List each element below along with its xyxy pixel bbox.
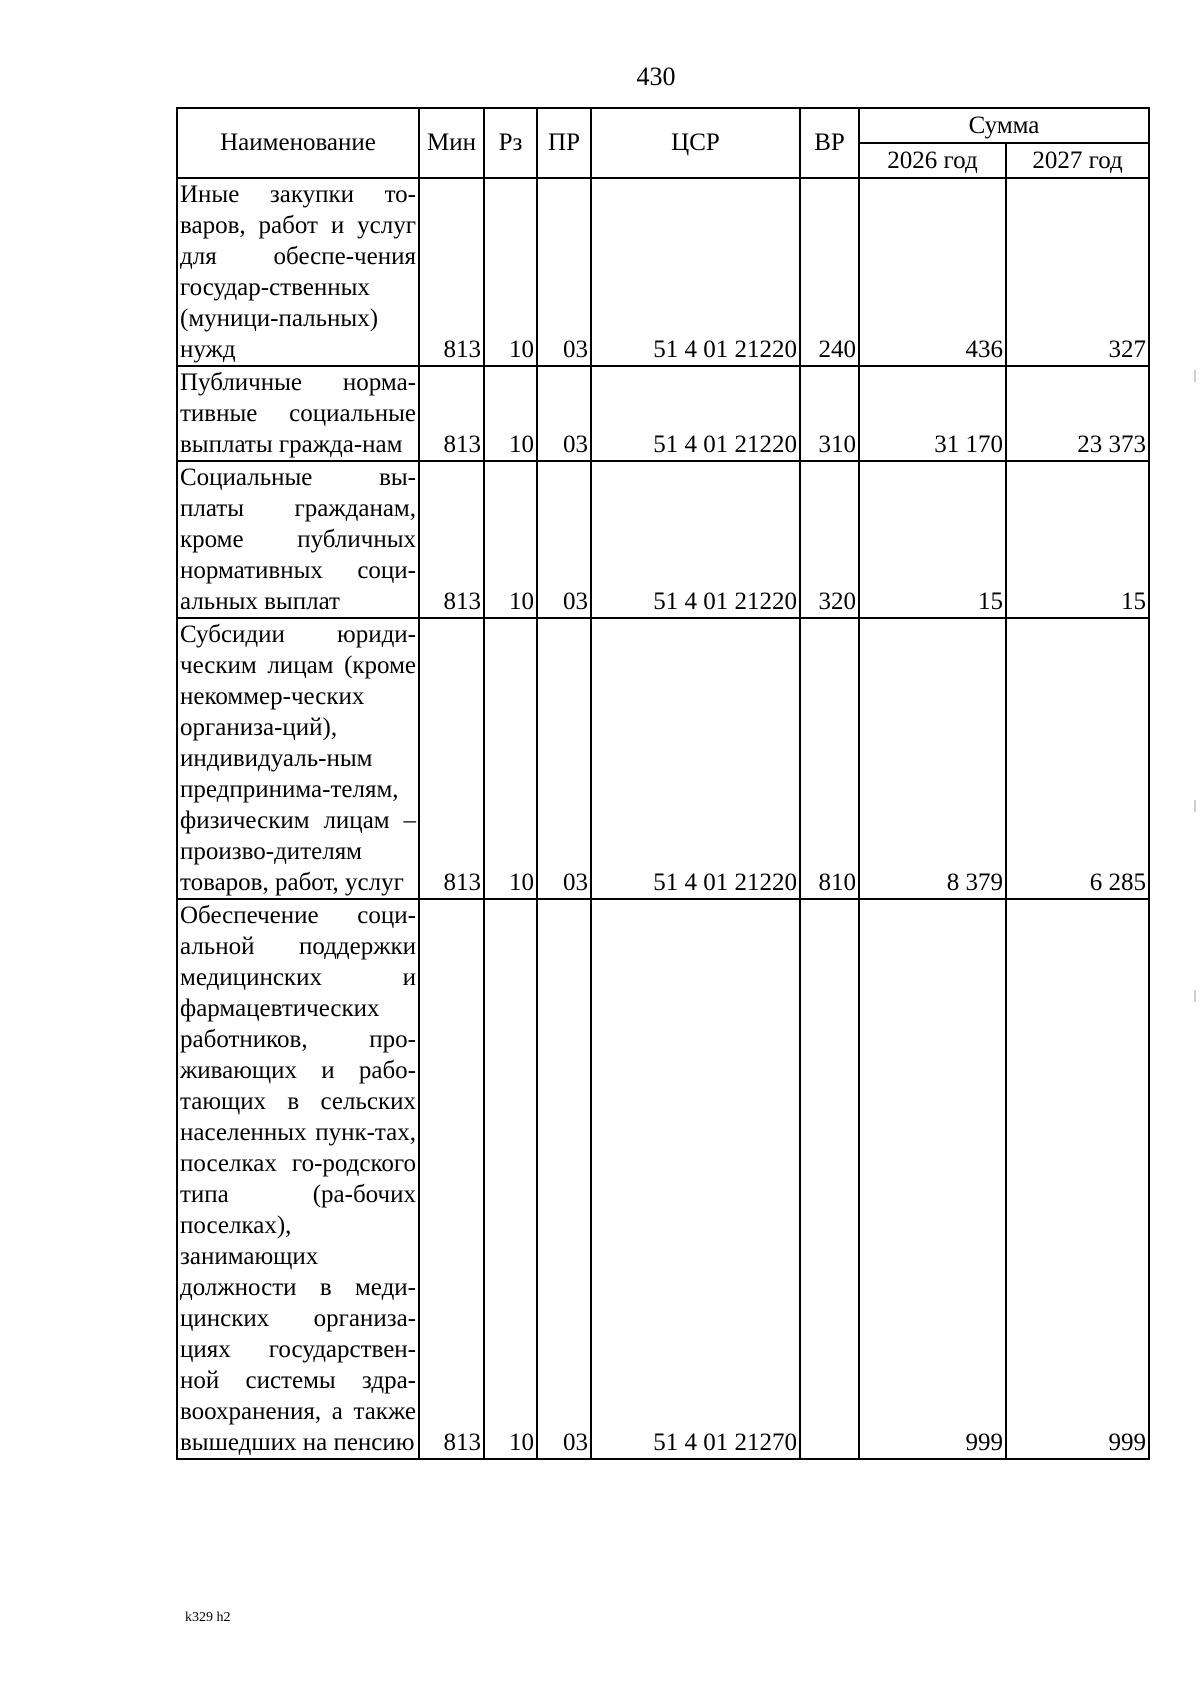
row-sum-2027: 999 bbox=[1006, 899, 1149, 1459]
row-pr: 03 bbox=[537, 461, 591, 618]
row-vr: 320 bbox=[800, 461, 859, 618]
row-min: 813 bbox=[419, 178, 484, 366]
row-rz: 10 bbox=[484, 618, 537, 899]
row-min: 813 bbox=[419, 461, 484, 618]
header-year-2026: 2026 год bbox=[859, 143, 1006, 178]
row-pr: 03 bbox=[537, 178, 591, 366]
row-name: Публичные норма-тивные социальные выплаты гражда-нам bbox=[177, 366, 419, 461]
budget-table bbox=[176, 107, 1150, 1460]
row-pr: 03 bbox=[537, 618, 591, 899]
table-row bbox=[177, 178, 1149, 366]
row-vr: 310 bbox=[800, 366, 859, 461]
table-row bbox=[177, 899, 1149, 1459]
page-number: 430 bbox=[636, 62, 676, 91]
row-csr: 51 4 01 21220 bbox=[591, 618, 800, 899]
row-csr: 51 4 01 21220 bbox=[591, 366, 800, 461]
scan-artifact bbox=[1194, 800, 1196, 812]
row-name: Социальные вы-платы гражданам, кроме публичных нормативных соци-альных выплат bbox=[177, 461, 419, 618]
table-row bbox=[177, 366, 1149, 461]
row-rz: 10 bbox=[484, 178, 537, 366]
table-row bbox=[177, 461, 1149, 618]
table-row bbox=[177, 618, 1149, 899]
row-sum-2026: 31 170 bbox=[859, 366, 1006, 461]
row-sum-2027: 6 285 bbox=[1006, 618, 1149, 899]
header-name: Наименование bbox=[177, 108, 419, 178]
scan-artifact bbox=[1194, 370, 1196, 382]
row-vr bbox=[800, 899, 859, 1459]
header-vr: ВР bbox=[800, 108, 859, 178]
row-rz: 10 bbox=[484, 899, 537, 1459]
header-pr: ПР bbox=[537, 108, 591, 178]
row-csr: 51 4 01 21220 bbox=[591, 178, 800, 366]
row-vr: 240 bbox=[800, 178, 859, 366]
row-pr: 03 bbox=[537, 366, 591, 461]
row-pr: 03 bbox=[537, 899, 591, 1459]
row-min: 813 bbox=[419, 366, 484, 461]
row-rz: 10 bbox=[484, 461, 537, 618]
row-csr: 51 4 01 21270 bbox=[591, 899, 800, 1459]
footer-code: k329 h2 bbox=[185, 1610, 231, 1625]
row-vr: 810 bbox=[800, 618, 859, 899]
row-min: 813 bbox=[419, 899, 484, 1459]
row-name: Субсидии юриди-ческим лицам (кроме некоммер-ческих организа-ций), индивидуаль-ным предпринима-телям, физическим лицам – произво-дителям товаров, работ, услуг bbox=[177, 618, 419, 899]
row-name: Иные закупки то-варов, работ и услуг для обеспе-чения государ-ственных (муници-пальных) нужд bbox=[177, 178, 419, 366]
row-min: 813 bbox=[419, 618, 484, 899]
row-sum-2027: 23 373 bbox=[1006, 366, 1149, 461]
row-name: Обеспечение соци-альной поддержки медицинских и фармацевтических работников, про-живающих и рабо-тающих в сельских населенных пунк-тах, поселках го-родского типа (ра-бочих поселках), занимающих должности в меди-цинских организа-циях государствен-ной системы здра-воохранения, а также вышедших на пенсию bbox=[177, 899, 419, 1459]
row-sum-2026: 15 bbox=[859, 461, 1006, 618]
scan-artifact bbox=[1194, 990, 1196, 1002]
header-csr: ЦСР bbox=[591, 108, 800, 178]
header-year-2027: 2027 год bbox=[1006, 143, 1149, 178]
row-sum-2027: 327 bbox=[1006, 178, 1149, 366]
row-sum-2026: 8 379 bbox=[859, 618, 1006, 899]
header-min: Мин bbox=[419, 108, 484, 178]
row-sum-2027: 15 bbox=[1006, 461, 1149, 618]
row-csr: 51 4 01 21220 bbox=[591, 461, 800, 618]
header-sum: Сумма bbox=[859, 108, 1149, 143]
row-sum-2026: 436 bbox=[859, 178, 1006, 366]
row-rz: 10 bbox=[484, 366, 537, 461]
row-sum-2026: 999 bbox=[859, 899, 1006, 1459]
header-rz: Рз bbox=[484, 108, 537, 178]
